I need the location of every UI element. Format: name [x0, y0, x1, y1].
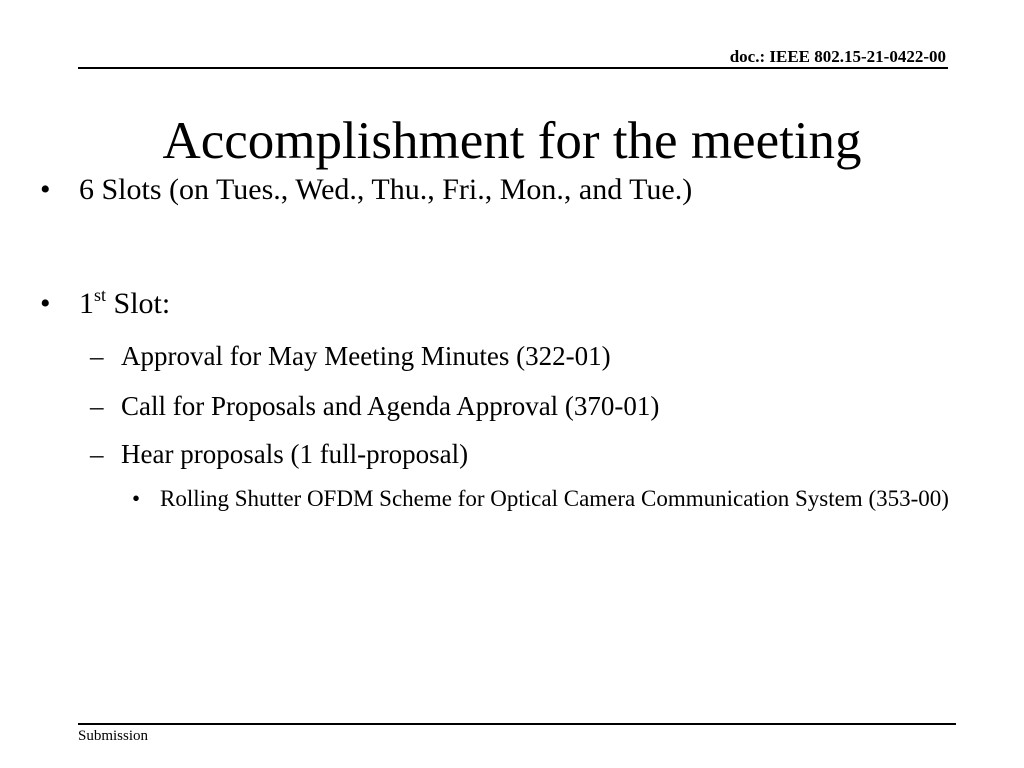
dash-marker: – [90, 341, 104, 371]
bullet-text: 6 Slots (on Tues., Wed., Thu., Fri., Mon., and Tue.) [79, 173, 693, 206]
ordinal-suffix: st [94, 285, 107, 305]
bullet-marker: • [40, 287, 51, 320]
bullet-text-number: 1 [79, 287, 94, 320]
slide-body [40, 0, 985, 768]
dash-marker: – [90, 439, 104, 469]
bullet-text [79, 286, 170, 322]
sub-bullet-text: Hear proposals (1 full-proposal) [121, 439, 469, 469]
sub-sub-bullet-proposal [132, 482, 985, 516]
document-id: doc.: IEEE 802.15-21-0422-00 [729, 47, 946, 66]
bullet-marker: • [132, 486, 141, 511]
sub-bullet-text: Call for Proposals and Agenda Approval (370-01) [121, 391, 660, 421]
bullet-marker: • [40, 173, 51, 206]
footer-submission: Submission [78, 728, 149, 744]
sub-sub-bullet-text: Rolling Shutter OFDM Scheme for Optical Camera Communication System (353-00) [160, 486, 949, 511]
slide-title: Accomplishment for the meeting [162, 112, 862, 170]
footer-divider [78, 723, 956, 725]
bullet-text-rest: Slot: [106, 287, 171, 320]
sub-bullet-text: Approval for May Meeting Minutes (322-01) [121, 341, 611, 371]
dash-marker: – [90, 391, 104, 421]
